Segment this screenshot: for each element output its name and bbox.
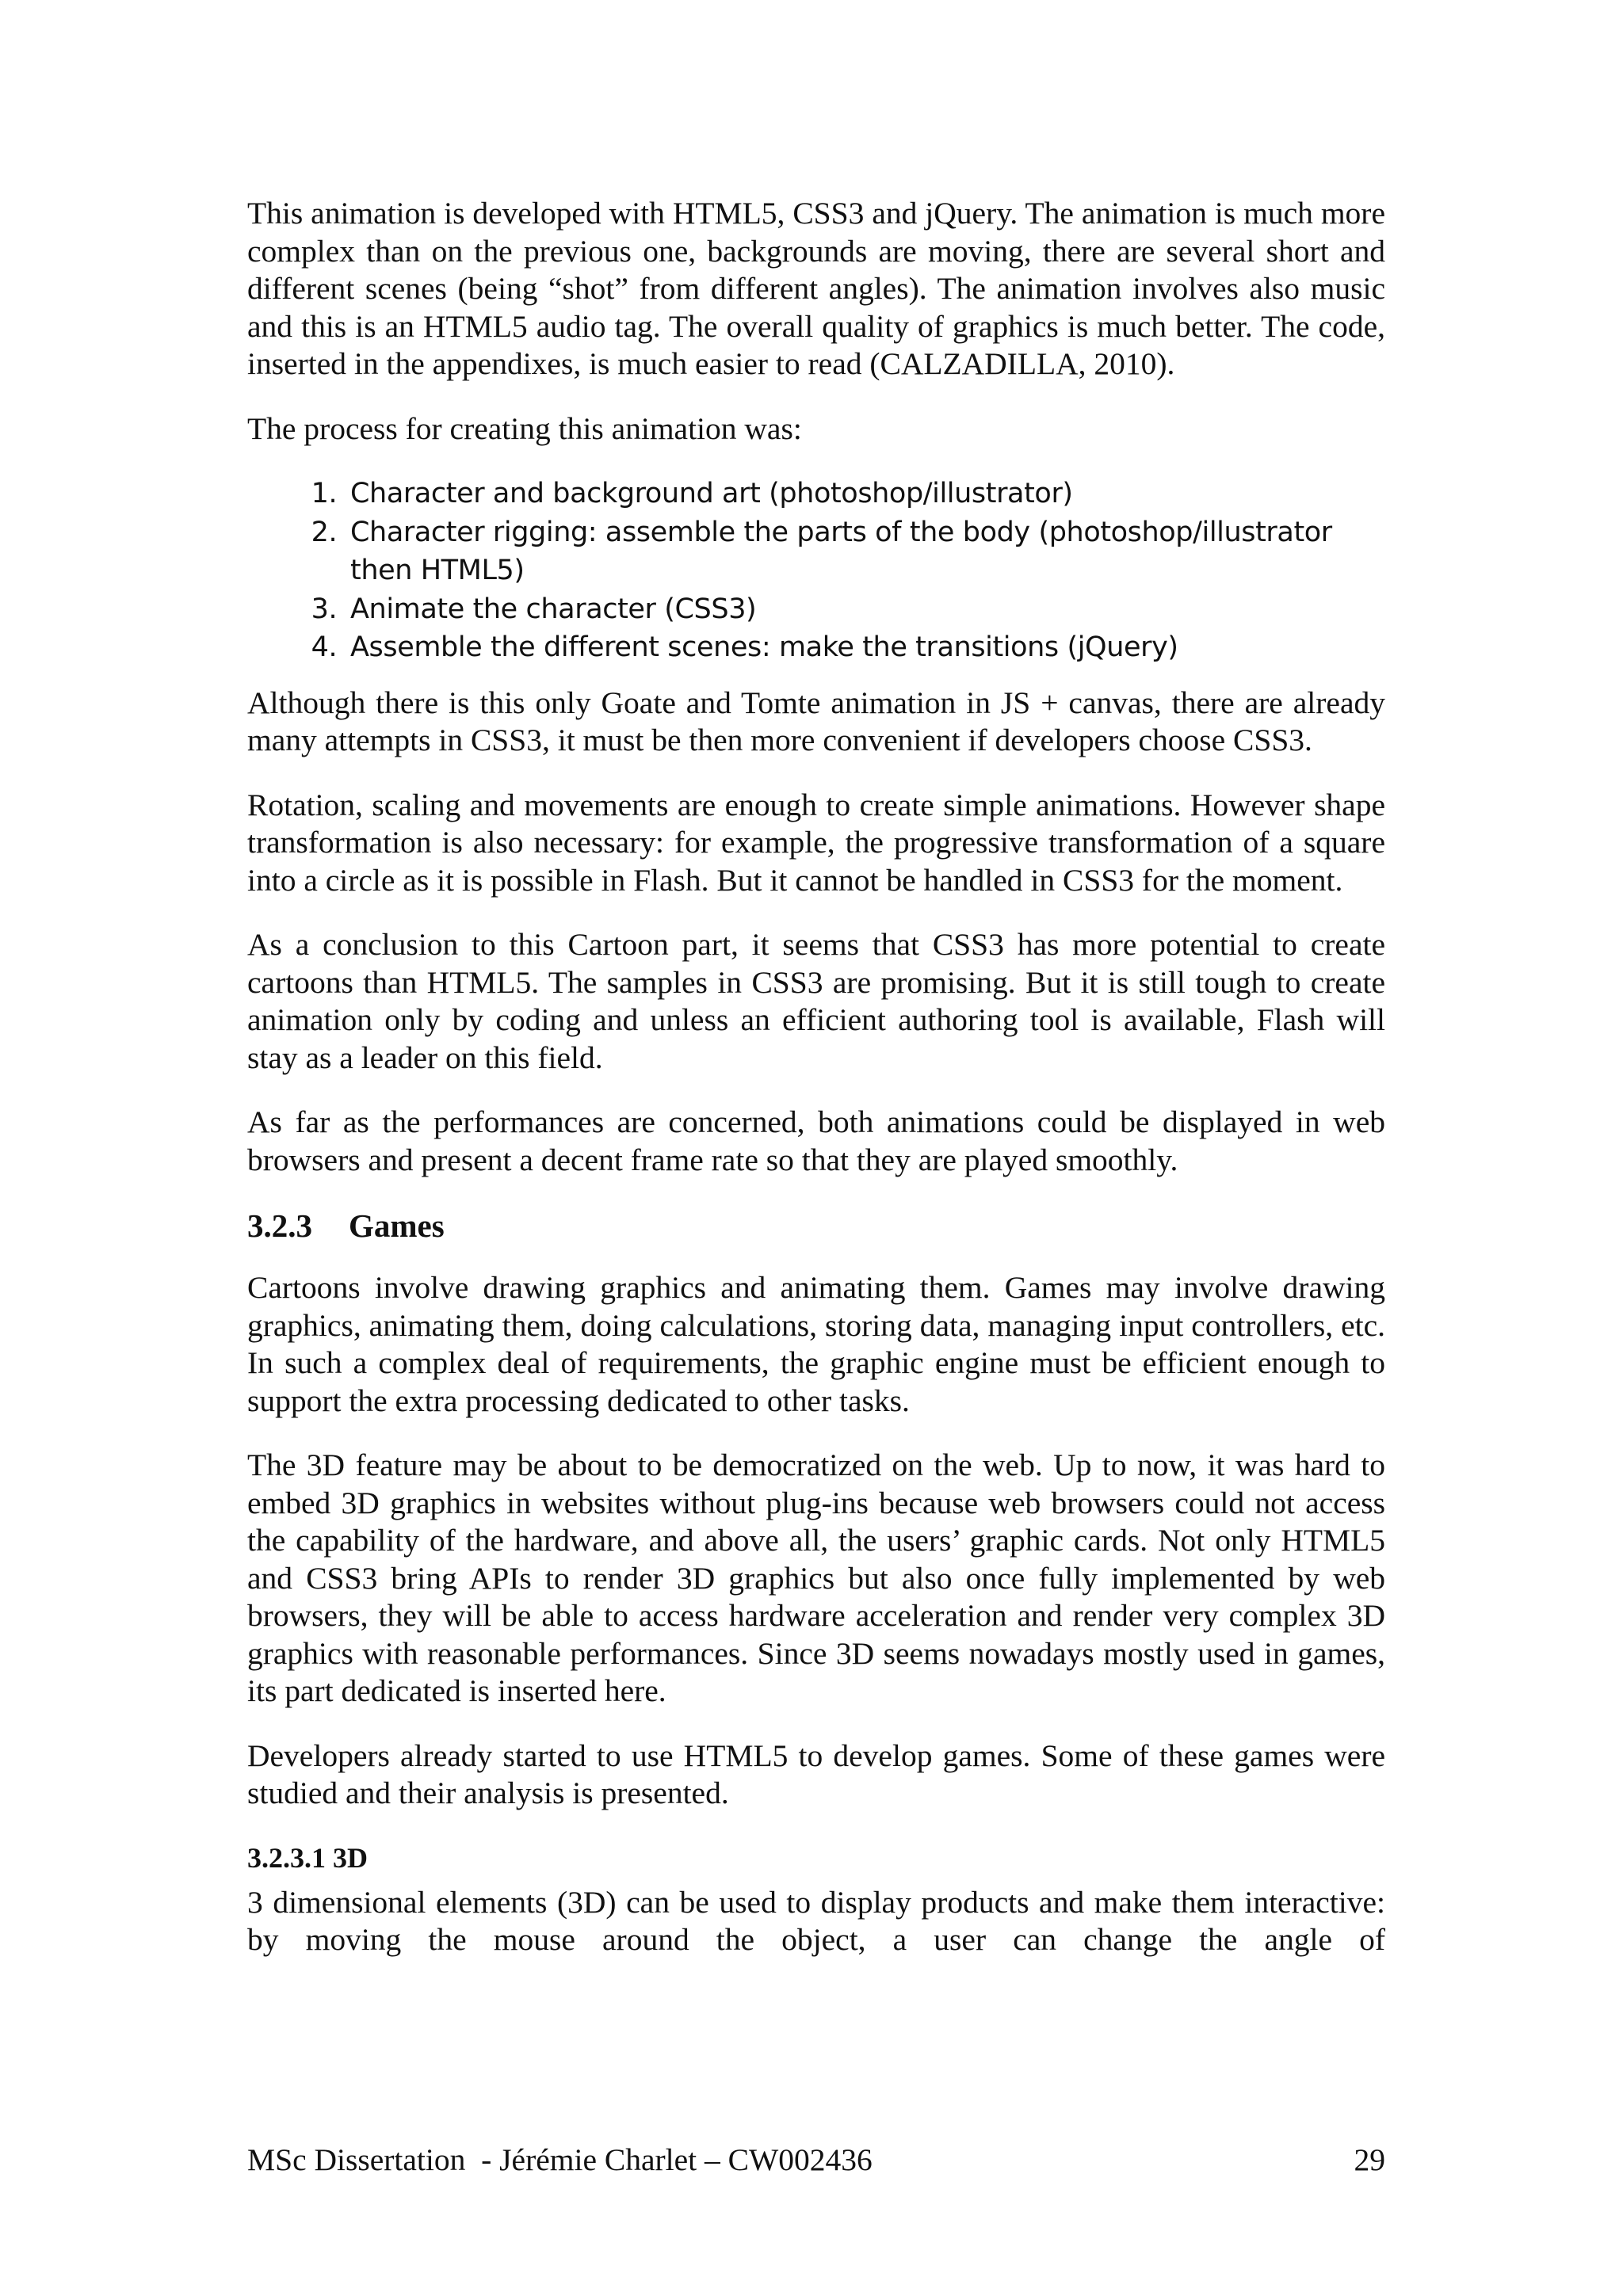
- paragraph-3d-elements: 3 dimensional elements (3D) can be used to display products and make them interactive: by moving the mouse around the object, a user can change the angle of: [247, 1884, 1385, 1957]
- paragraph-3d-feature: The 3D feature may be about to be democratized on the web. Up to now, it was hard to embed 3D graphics in websites without plug-ins because web browsers could not access the capability of the hardware, and above all, the users’ graphic cards. Not only HTML5 and CSS3 bring APIs to render 3D graphics but also once fully implemented by web browsers, they will be able to access hardware acceleration and render very complex 3D graphics with reasonable performances. Since 3D seems nowadays mostly used in games, its part dedicated is inserted here.: [247, 1447, 1385, 1708]
- section-title: Games: [349, 1207, 445, 1244]
- footer-title: MSc Dissertation - Jérémie Charlet – CW002436: [247, 2142, 873, 2177]
- list-item: 4. Assemble the different scenes: make the transitions (jQuery): [346, 628, 1385, 667]
- list-item: 2. Character rigging: assemble the parts of the body (photoshop/illustrator then HTML5): [346, 513, 1385, 590]
- paragraph-shape-transformation: Rotation, scaling and movements are enough to create simple animations. However shape transformation is also necessary: for example, the progressive transformation of a square into a circle as it is possible in Flash. But it cannot be handled in CSS3 for the moment.: [247, 787, 1385, 898]
- paragraph-performances: As far as the performances are concerned, both animations could be displayed in web browsers and present a decent frame rate so that they are played smoothly.: [247, 1104, 1385, 1177]
- paragraph-games-intro: Cartoons involve drawing graphics and animating them. Games may involve drawing graphics, animating them, doing calculations, storing data, managing input controllers, etc. In such a complex deal of requirements, the graphic engine must be efficient enough to support the extra processing dedicated to other tasks.: [247, 1270, 1385, 1418]
- subsection-heading: 3.2.3.1 3D: [247, 1841, 368, 1874]
- page-number: 29: [1354, 2142, 1385, 2177]
- paragraph-css3-attempts: Although there is this only Goate and Tomte animation in JS + canvas, there are already many attempts in CSS3, it must be then more convenient if developers choose CSS3.: [247, 685, 1385, 757]
- paragraph-process-intro: The process for creating this animation was:: [247, 410, 802, 446]
- section-heading: [247, 1206, 1385, 1245]
- paragraph-developers-games: Developers already started to use HTML5 to develop games. Some of these games were studied and their analysis is presented.: [247, 1737, 1385, 1810]
- paragraph-animation-description: This animation is developed with HTML5, CSS3 and jQuery. The animation is much more complex than on the previous one, backgrounds are moving, there are several short and different scenes (being “shot” from different angles). The animation involves also music and this is an HTML5 audio tag. The overall quality of graphics is much better. The code, inserted in the appendixes, is much easier to read (CALZADILLA, 2010).: [247, 196, 1385, 381]
- paragraph-cartoon-conclusion: As a conclusion to this Cartoon part, it seems that CSS3 has more potential to create cartoons than HTML5. The samples in CSS3 are promising. But it is still tough to create animation only by coding and unless an efficient authoring tool is available, Flash will stay as a leader on this field.: [247, 927, 1385, 1075]
- page-footer: [247, 2141, 1385, 2179]
- list-item: 1. Character and background art (photoshop/illustrator): [346, 475, 1385, 513]
- process-steps-list: [247, 475, 1385, 667]
- list-item: 3. Animate the character (CSS3): [346, 590, 1385, 629]
- section-number: 3.2.3: [247, 1207, 312, 1244]
- document-page: [247, 195, 1385, 1986]
